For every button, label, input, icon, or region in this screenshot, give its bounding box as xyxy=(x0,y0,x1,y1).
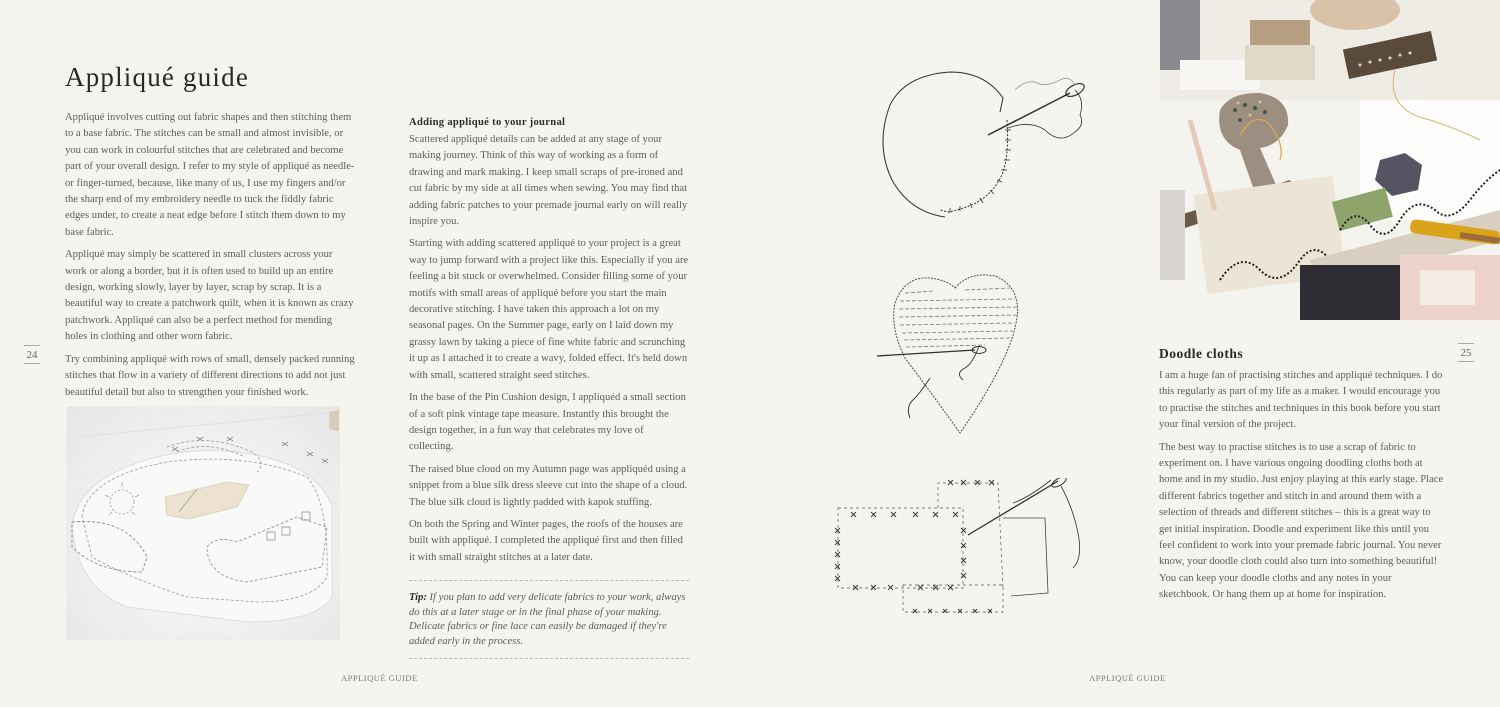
adding-applique-section xyxy=(409,117,689,659)
section-subheading: Adding appliqué to your journal xyxy=(409,117,566,128)
tip-label: Tip: xyxy=(409,592,427,604)
journal-paragraph-2: Starting with adding scattered appliqué to your project is a great way to jump forward with a project like this. Especially if you are feeling a bit stuck or overwhelmed. Consider filling some of your motifs with small areas of appliqué before you start the main decorative stitching. I have taken this approach a lot on my seasonal pages. On the Summer page, early on I laid down my grassy lawn by taking a piece of fine white fabric and scrunching it up as I attached it to create a wavy, folded effect. It's held down with small, scattered straight seed stitches. xyxy=(409,238,689,381)
tip-text: If you plan to add very delicate fabrics to your work, always do this at a later stage or in the final phase of your making. Delicate fabrics or fine lace can easily be damaged if they're added early in the process. xyxy=(409,592,686,647)
journal-paragraph-5: On both the Spring and Winter pages, the roofs of the houses are built with appliqué. I completed the appliqué first and then filled it with small straight stitches at a later date. xyxy=(409,518,683,563)
journal-paragraph-4: The raised blue cloud on my Autumn page was appliquéd using a snippet from a blue silk dress sleeve cut into the shape of a cloud. The blue silk cloud is lightly padded with kapok stuffing. xyxy=(409,463,688,508)
doodle-paragraph-2: The best way to practise stitches is to use a scrap of fabric to experiment on. I have various ongoing doodling cloths both at home and in my studio. Just enjoy playing at this early stage. Place different fabrics together and stitch in and around them with a selection of threads and different stitches – this is a great way to get initial inspiration. Doodle and experiment like this until you feel confident to work into your premade fabric journal. You never know, your doodle cloth could also turn into something beautiful! You can keep your doodle cloths and any notes in your sketchbook. Or hang them up at home for inspiration. xyxy=(1159,441,1444,601)
intro-text-column xyxy=(65,110,355,401)
heart-applique-illustration xyxy=(875,268,1035,443)
doodle-cloths-section xyxy=(1159,346,1444,604)
page-number-left: 24 xyxy=(24,345,40,364)
page-title: Appliqué guide xyxy=(65,62,250,92)
applique-photo xyxy=(66,406,340,640)
patchwork-photo-illustration xyxy=(1160,0,1500,320)
intro-paragraph-3: Try combining appliqué with rows of small, densely packed running stitches that flow in a variety of different directions to add not just beautiful detail but also to strengthen your finished work. xyxy=(65,353,355,398)
running-footer-left: APPLIQUÉ GUIDE xyxy=(341,673,418,683)
doodle-cloth-photo xyxy=(1160,0,1500,320)
journal-paragraph-3: In the base of the Pin Cushion design, I appliquéd a small section of a soft pink vintage tape measure. Instantly this brought the design together, in a fun way that celebrates my love of collecting. xyxy=(409,392,686,453)
page-number-right: 25 xyxy=(1458,343,1474,362)
doodle-cloths-heading: Doodle cloths xyxy=(1159,346,1244,361)
intro-paragraph-1: Appliqué involves cutting out fabric shapes and then stitching them to a base fabric. The stitches can be small and almost invisible, or you can work in colourful stitches that are celebrated and become part of your overall design. I refer to my style of appliqué as needle- or finger-turned, because, like many of us, I use my fingers and/or the sharp end of my embroidery needle to tuck the fiddly fabric edges under, to create a neat edge before I stitch them down to my base fabric. xyxy=(65,112,355,238)
traced-design-illustration xyxy=(67,407,340,640)
doodle-paragraph-1: I am a huge fan of practising stitches and appliqué techniques. I do this regularly as part of my life as a maker. I would encourage you to practise the stitches and techniques in this book before you start your final version of the project. xyxy=(1159,370,1443,431)
patchwork-cross-stitch-illustration xyxy=(833,478,1088,618)
circle-applique-needle-illustration xyxy=(870,60,1090,225)
tip-box xyxy=(409,580,689,659)
intro-paragraph-2: Appliqué may simply be scattered in small clusters across your work or along a border, but it is often used to build up an entire design, working slowly, layer by layer, scrap by scrap. It is a beautiful way to create a patchwork quilt, when it is known as crazy patchwork. Appliqué can also be a perfect method for mending holes in clothing and other worn fabric. xyxy=(65,249,354,343)
journal-paragraph-1: Scattered appliqué details can be added at any stage of your making journey. Think of this way of working as a form of drawing and mark making. I keep small scraps of pre-ironed and cut fabric by my side at all times when sewing. You may find that adding fabric patches to your premade journal early on will really inspire you. xyxy=(409,134,688,228)
running-footer-right: APPLIQUÉ GUIDE xyxy=(1089,673,1166,683)
